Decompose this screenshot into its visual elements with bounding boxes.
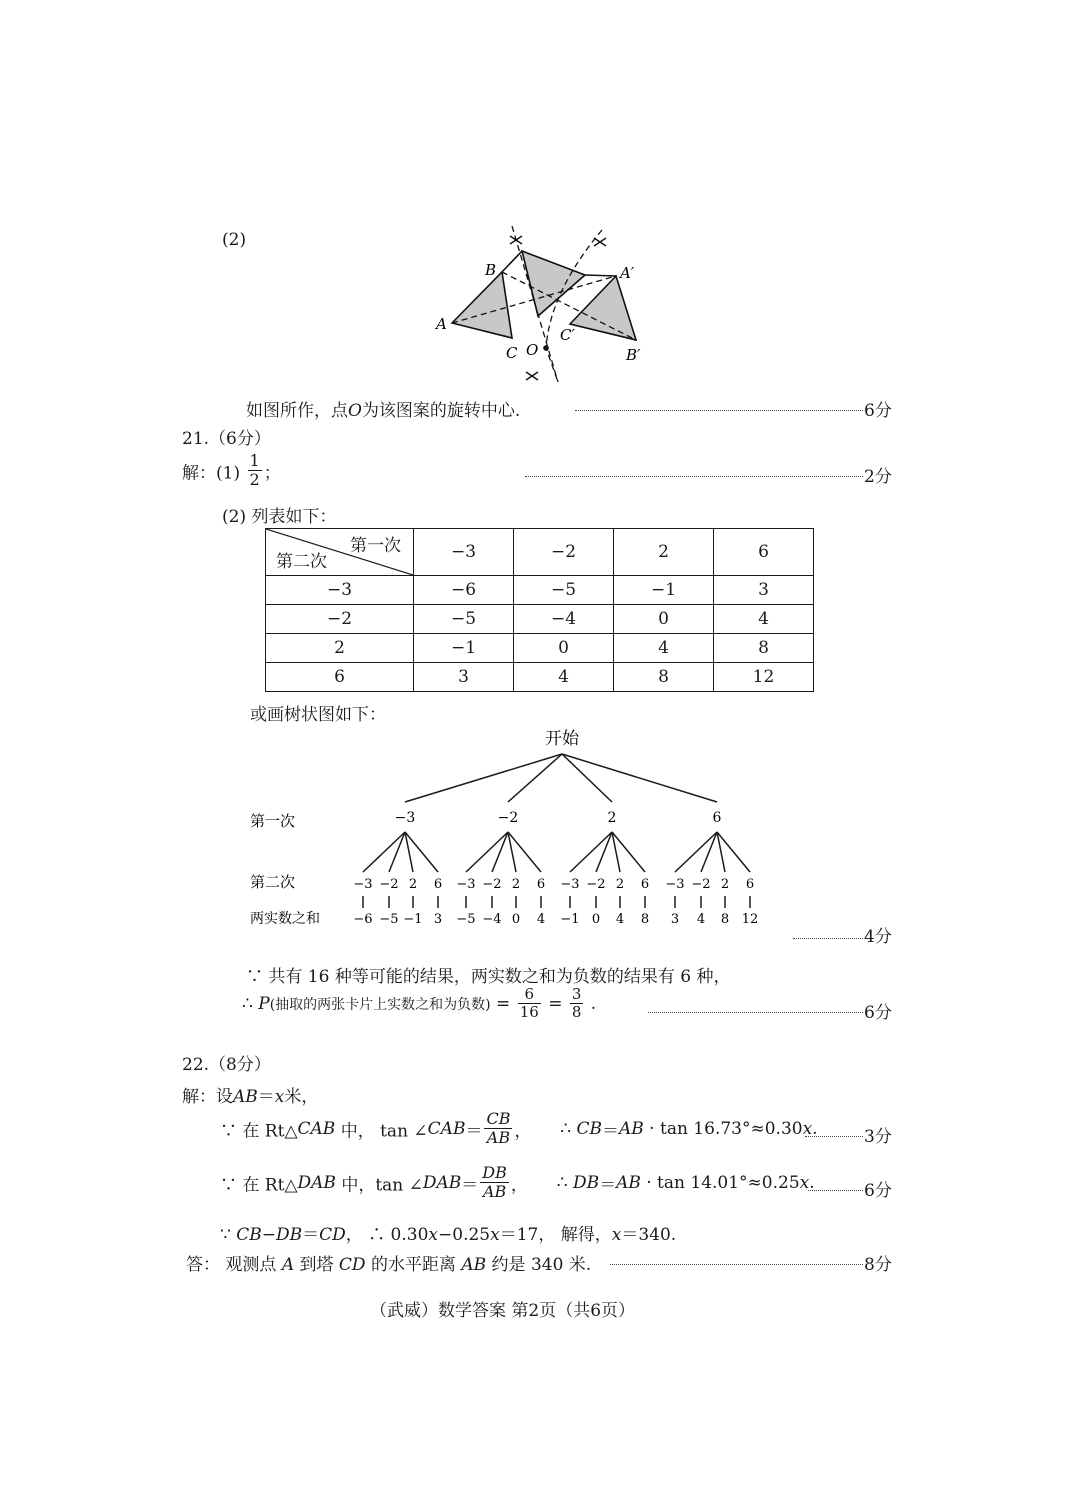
tree-node-sum: 4	[536, 912, 546, 927]
row-header: −3	[266, 576, 414, 605]
table-cell: 8	[714, 634, 814, 663]
rotation-conclusion: 如图所作，点O为该图案的旋转中心.	[246, 401, 521, 421]
table-cell: 4	[614, 634, 714, 663]
tree-node-second: −3	[353, 877, 373, 892]
tree-branch	[405, 832, 438, 872]
tree-node-sum: 4	[696, 912, 706, 927]
col-header: 2	[614, 529, 714, 576]
tree-intro: 或画树状图如下：	[250, 705, 386, 725]
q22-score1: 3分	[864, 1127, 892, 1147]
q21-part2: (2) 列表如下：	[222, 507, 337, 527]
score-leader	[793, 938, 863, 939]
score-leader	[575, 410, 863, 411]
table-cell: 4	[514, 663, 614, 692]
q21-score3: 6分	[864, 1003, 892, 1023]
tree-branch	[612, 832, 645, 872]
label-C-prime: C′	[560, 326, 575, 344]
q22-setup: 解：设AB＝x米，	[182, 1087, 319, 1107]
table-row	[266, 576, 814, 605]
tree-branch	[717, 832, 750, 872]
prob-fraction-2: $\frac{3}{8}$	[571, 985, 582, 1022]
table-cell: 0	[514, 634, 614, 663]
table-cell: −6	[414, 576, 514, 605]
tree-node-sum: 8	[640, 912, 650, 927]
q22-score3: 8分	[864, 1255, 892, 1275]
tree-label-second: 第二次	[250, 873, 296, 891]
tree-node-sum: 3	[670, 912, 680, 927]
q22-line3: ∵ CB−DB＝CD， ∴ 0.30x−0.25x＝17， 解得，x＝340.	[220, 1225, 677, 1245]
tree-node-sum: 0	[511, 912, 521, 927]
table-corner: 第一次 第二次	[266, 529, 414, 576]
table-cell: −1	[414, 634, 514, 663]
q21-probability: ∴ P(抽取的两张卡片上实数之和为负数) = $\frac{6}{16}$ = $\frac{3}{8}$ .	[242, 985, 597, 1022]
label-B: B	[485, 261, 497, 279]
tree-branch	[701, 832, 717, 872]
col-header: −3	[414, 529, 514, 576]
tree-node-second: −3	[665, 877, 685, 892]
q22-header: 22.（8分）	[182, 1055, 271, 1075]
q21-score2: 4分	[864, 927, 892, 947]
tree-branch	[596, 832, 612, 872]
tree-node-first: 6	[712, 810, 722, 826]
table-cell: −1	[614, 576, 714, 605]
tan-fraction-1: $\frac{CB}{AB}$	[486, 1109, 511, 1148]
tree-branch	[466, 832, 508, 872]
tree-node-second: 2	[720, 877, 730, 892]
tree-node-sum: 0	[591, 912, 601, 927]
tree-node-second: 6	[745, 877, 755, 892]
q22-score2: 6分	[864, 1181, 892, 1201]
q21-part1: 解：(1) $\frac{1}{2}$ ；	[182, 451, 281, 490]
tree-root: 开始	[545, 729, 579, 749]
part2-label: (2)	[222, 230, 247, 250]
score-leader	[525, 476, 863, 477]
tree-branch	[508, 754, 562, 802]
label-A: A	[436, 315, 447, 333]
tree-node-sum: 4	[615, 912, 625, 927]
col-header: 6	[714, 529, 814, 576]
tree-diagram	[240, 724, 800, 934]
tree-node-sum: −1	[403, 912, 423, 927]
row-header: −2	[266, 605, 414, 634]
tree-branch	[570, 832, 612, 872]
q21-because: ∵ 共有 16 种等可能的结果，两实数之和为负数的结果有 6 种，	[246, 967, 731, 987]
table-cell: 0	[614, 605, 714, 634]
table-row	[266, 605, 814, 634]
tree-node-second: 2	[408, 877, 418, 892]
table-cell: −5	[514, 576, 614, 605]
tree-label-sum: 两实数之和	[250, 911, 320, 927]
label-O: O	[526, 341, 539, 359]
tree-node-sum: −4	[482, 912, 502, 927]
tree-node-second: −3	[456, 877, 476, 892]
label-C: C	[506, 344, 518, 362]
tree-node-sum: −5	[456, 912, 476, 927]
tree-branch	[508, 832, 541, 872]
tree-branch	[363, 832, 405, 872]
label-B-prime: B′	[626, 346, 641, 364]
score-6a: 6分	[864, 401, 892, 421]
q22-answer: 答： 观测点 A 到塔 CD 的水平距离 AB 约是 340 米.	[186, 1255, 592, 1275]
table-row	[266, 634, 814, 663]
tree-branch	[405, 754, 562, 802]
tree-node-first: −3	[394, 810, 416, 826]
row-header: 6	[266, 663, 414, 692]
sum-table	[265, 528, 814, 692]
tree-node-second: 2	[511, 877, 521, 892]
tree-node-sum: −6	[353, 912, 373, 927]
tree-branch	[675, 832, 717, 872]
tree-node-first: 2	[607, 810, 617, 826]
table-cell: 4	[714, 605, 814, 634]
answer-fraction: $\frac{1}{2}$	[249, 451, 260, 490]
tree-node-sum: 12	[741, 912, 759, 927]
tree-node-second: −2	[586, 877, 606, 892]
q21-score1: 2分	[864, 467, 892, 487]
table-cell: 3	[714, 576, 814, 605]
tree-node-second: 6	[536, 877, 546, 892]
tree-node-second: −2	[379, 877, 399, 892]
page-footer: （武威）数学答案 第2页（共6页）	[370, 1301, 636, 1321]
tree-node-second: −3	[560, 877, 580, 892]
label-A-prime: A′	[620, 264, 635, 282]
tree-branch	[389, 832, 405, 872]
table-row	[266, 663, 814, 692]
tree-node-second: 6	[433, 877, 443, 892]
tan-fraction-2: $\frac{DB}{AB}$	[482, 1163, 507, 1202]
tree-node-first: −2	[497, 810, 519, 826]
tree-node-sum: 3	[433, 912, 443, 927]
table-cell: 3	[414, 663, 514, 692]
score-leader	[610, 1264, 863, 1265]
score-leader	[648, 1012, 863, 1013]
table-cell: 8	[614, 663, 714, 692]
tree-branch	[492, 832, 508, 872]
tree-node-second: 2	[615, 877, 625, 892]
q21-header: 21.（6分）	[182, 429, 271, 449]
q22-line2: ∵ 在 Rt△DAB 中，tan ∠DAB＝ $\frac{DB}{AB}$ ， ∴ DB＝AB · tan 14.01°≈0.25x.	[220, 1163, 815, 1202]
tree-node-second: −2	[691, 877, 711, 892]
tree-node-sum: −1	[560, 912, 580, 927]
table-cell: −4	[514, 605, 614, 634]
table-cell: −5	[414, 605, 514, 634]
col-header: −2	[514, 529, 614, 576]
tree-node-second: −2	[482, 877, 502, 892]
prob-fraction-1: $\frac{6}{16}$	[519, 985, 539, 1022]
score-leader	[805, 1136, 863, 1137]
tree-node-sum: −5	[379, 912, 399, 927]
row-header: 2	[266, 634, 414, 663]
rotation-figure	[430, 222, 670, 392]
tree-node-second: 6	[640, 877, 650, 892]
tree-branch	[562, 754, 717, 802]
tree-label-first: 第一次	[250, 812, 296, 830]
score-leader	[808, 1190, 863, 1191]
q22-line1: ∵ 在 Rt△CAB 中， tan ∠CAB＝ $\frac{CB}{AB}$ ， ∴ CB＝AB · tan 16.73°≈0.30x.	[220, 1109, 818, 1148]
tree-node-sum: 8	[720, 912, 730, 927]
table-cell: 12	[714, 663, 814, 692]
